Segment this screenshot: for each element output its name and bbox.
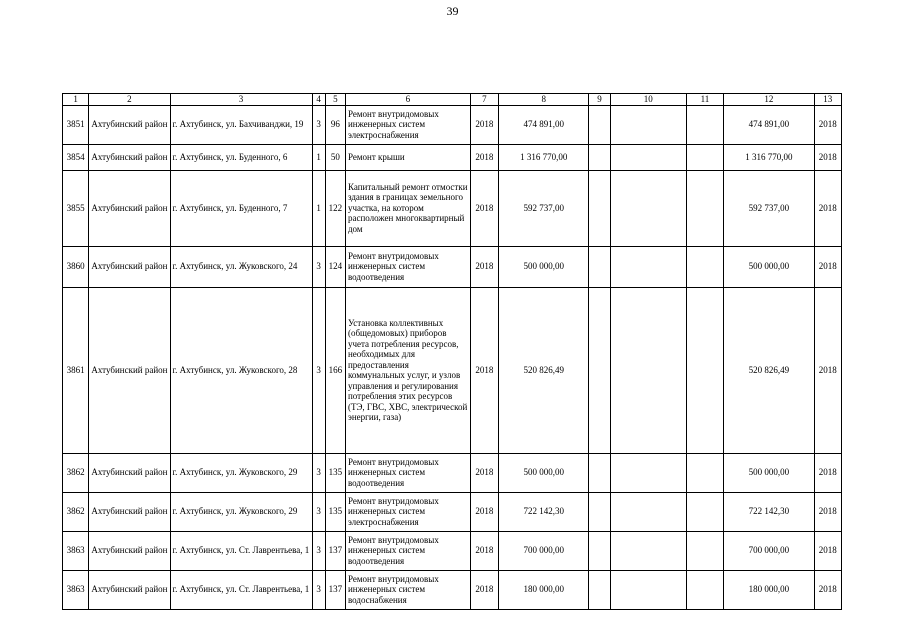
table-row xyxy=(63,105,842,144)
cell-amount: 500 000,00 xyxy=(499,246,589,287)
cell-amount: 592 737,00 xyxy=(499,170,589,246)
cell-district: Ахтубинский район xyxy=(89,246,170,287)
cell-col5: 137 xyxy=(325,531,345,570)
repair-registry-table xyxy=(62,93,842,610)
cell-year-end: 2018 xyxy=(814,105,842,144)
cell-total: 500 000,00 xyxy=(724,246,814,287)
cell-year-end: 2018 xyxy=(814,492,842,531)
cell-col11 xyxy=(686,246,724,287)
cell-col10 xyxy=(610,492,686,531)
cell-col9 xyxy=(589,570,610,609)
cell-col11 xyxy=(686,453,724,492)
cell-year-end: 2018 xyxy=(814,144,842,170)
cell-district: Ахтубинский район xyxy=(89,570,170,609)
cell-col11 xyxy=(686,105,724,144)
cell-address: г. Ахтубинск, ул. Бахчиванджи, 19 xyxy=(170,105,312,144)
cell-address: г. Ахтубинск, ул. Жуковского, 29 xyxy=(170,453,312,492)
cell-col10 xyxy=(610,246,686,287)
cell-col9 xyxy=(589,492,610,531)
cell-col4: 1 xyxy=(312,144,325,170)
cell-work-type: Капитальный ремонт отмостки здания в границах земельного участка, на котором расположен многоквартирный дом xyxy=(345,170,470,246)
cell-col9 xyxy=(589,287,610,453)
page-number: 39 xyxy=(446,4,459,18)
cell-col9 xyxy=(589,453,610,492)
cell-col9 xyxy=(589,105,610,144)
cell-col5: 135 xyxy=(325,492,345,531)
cell-number: 3862 xyxy=(63,453,89,492)
cell-year: 2018 xyxy=(470,170,498,246)
cell-year-end: 2018 xyxy=(814,170,842,246)
cell-work-type: Ремонт внутридомовых инженерных систем водоотведения xyxy=(345,531,470,570)
cell-year-end: 2018 xyxy=(814,246,842,287)
table-row xyxy=(63,492,842,531)
cell-number: 3863 xyxy=(63,531,89,570)
cell-col5: 122 xyxy=(325,170,345,246)
col-header-11: 11 xyxy=(686,94,724,106)
cell-work-type: Ремонт внутридомовых инженерных систем водоотведения xyxy=(345,453,470,492)
cell-col5: 96 xyxy=(325,105,345,144)
cell-amount: 722 142,30 xyxy=(499,492,589,531)
cell-col11 xyxy=(686,170,724,246)
cell-year: 2018 xyxy=(470,570,498,609)
cell-col5: 135 xyxy=(325,453,345,492)
cell-work-type: Ремонт внутридомовых инженерных систем водоснабжения xyxy=(345,570,470,609)
cell-col9 xyxy=(589,531,610,570)
cell-year: 2018 xyxy=(470,144,498,170)
cell-district: Ахтубинский район xyxy=(89,453,170,492)
cell-col4: 3 xyxy=(312,531,325,570)
cell-col9 xyxy=(589,246,610,287)
cell-total: 520 826,49 xyxy=(724,287,814,453)
cell-district: Ахтубинский район xyxy=(89,144,170,170)
col-header-12: 12 xyxy=(724,94,814,106)
table-row xyxy=(63,170,842,246)
col-header-1: 1 xyxy=(63,94,89,106)
cell-amount: 474 891,00 xyxy=(499,105,589,144)
cell-number: 3854 xyxy=(63,144,89,170)
cell-amount: 1 316 770,00 xyxy=(499,144,589,170)
cell-col5: 137 xyxy=(325,570,345,609)
col-header-10: 10 xyxy=(610,94,686,106)
cell-col10 xyxy=(610,105,686,144)
cell-address: г. Ахтубинск, ул. Ст. Лаврентьева, 1 xyxy=(170,531,312,570)
cell-col11 xyxy=(686,287,724,453)
cell-col4: 3 xyxy=(312,570,325,609)
cell-col9 xyxy=(589,170,610,246)
cell-col5: 166 xyxy=(325,287,345,453)
cell-number: 3861 xyxy=(63,287,89,453)
cell-address: г. Ахтубинск, ул. Жуковского, 28 xyxy=(170,287,312,453)
cell-number: 3851 xyxy=(63,105,89,144)
cell-col10 xyxy=(610,531,686,570)
cell-amount: 700 000,00 xyxy=(499,531,589,570)
col-header-5: 5 xyxy=(325,94,345,106)
col-header-6: 6 xyxy=(345,94,470,106)
cell-address: г. Ахтубинск, ул. Буденного, 7 xyxy=(170,170,312,246)
cell-col11 xyxy=(686,492,724,531)
table-row xyxy=(63,570,842,609)
cell-total: 1 316 770,00 xyxy=(724,144,814,170)
cell-total: 592 737,00 xyxy=(724,170,814,246)
cell-col11 xyxy=(686,570,724,609)
col-header-7: 7 xyxy=(470,94,498,106)
cell-total: 500 000,00 xyxy=(724,453,814,492)
cell-district: Ахтубинский район xyxy=(89,105,170,144)
table-row xyxy=(63,287,842,453)
cell-col5: 124 xyxy=(325,246,345,287)
cell-year-end: 2018 xyxy=(814,453,842,492)
cell-district: Ахтубинский район xyxy=(89,170,170,246)
cell-col4: 3 xyxy=(312,287,325,453)
cell-year: 2018 xyxy=(470,287,498,453)
cell-year: 2018 xyxy=(470,105,498,144)
cell-col9 xyxy=(589,144,610,170)
table-row xyxy=(63,531,842,570)
cell-amount: 500 000,00 xyxy=(499,453,589,492)
cell-number: 3855 xyxy=(63,170,89,246)
col-header-13: 13 xyxy=(814,94,842,106)
cell-work-type: Ремонт внутридомовых инженерных систем электроснабжения xyxy=(345,492,470,531)
col-header-8: 8 xyxy=(499,94,589,106)
cell-col11 xyxy=(686,531,724,570)
cell-number: 3863 xyxy=(63,570,89,609)
cell-work-type: Установка коллективных (общедомовых) приборов учета потребления ресурсов, необходимых для предоставления коммунальных услуг, и узлов управления и регулирования потребления этих ресурсов (ТЭ, ГВС, ХВС, электрической энергии, газа) xyxy=(345,287,470,453)
cell-total: 722 142,30 xyxy=(724,492,814,531)
cell-address: г. Ахтубинск, ул. Жуковского, 24 xyxy=(170,246,312,287)
cell-col4: 3 xyxy=(312,105,325,144)
table-row xyxy=(63,246,842,287)
cell-work-type: Ремонт крыши xyxy=(345,144,470,170)
cell-total: 700 000,00 xyxy=(724,531,814,570)
cell-col10 xyxy=(610,570,686,609)
cell-total: 474 891,00 xyxy=(724,105,814,144)
cell-col4: 1 xyxy=(312,170,325,246)
cell-district: Ахтубинский район xyxy=(89,492,170,531)
cell-col10 xyxy=(610,453,686,492)
cell-col10 xyxy=(610,287,686,453)
table-row xyxy=(63,453,842,492)
cell-amount: 520 826,49 xyxy=(499,287,589,453)
col-header-2: 2 xyxy=(89,94,170,106)
table-row xyxy=(63,144,842,170)
cell-district: Ахтубинский район xyxy=(89,531,170,570)
cell-col4: 3 xyxy=(312,492,325,531)
cell-total: 180 000,00 xyxy=(724,570,814,609)
col-header-9: 9 xyxy=(589,94,610,106)
header-row xyxy=(63,94,842,106)
cell-col4: 3 xyxy=(312,246,325,287)
col-header-3: 3 xyxy=(170,94,312,106)
cell-amount: 180 000,00 xyxy=(499,570,589,609)
cell-year-end: 2018 xyxy=(814,531,842,570)
col-header-4: 4 xyxy=(312,94,325,106)
cell-number: 3860 xyxy=(63,246,89,287)
cell-col10 xyxy=(610,144,686,170)
cell-address: г. Ахтубинск, ул. Жуковского, 29 xyxy=(170,492,312,531)
cell-district: Ахтубинский район xyxy=(89,287,170,453)
cell-work-type: Ремонт внутридомовых инженерных систем водоотведения xyxy=(345,246,470,287)
cell-year: 2018 xyxy=(470,531,498,570)
cell-year: 2018 xyxy=(470,453,498,492)
cell-year-end: 2018 xyxy=(814,570,842,609)
cell-year: 2018 xyxy=(470,246,498,287)
cell-year: 2018 xyxy=(470,492,498,531)
cell-year-end: 2018 xyxy=(814,287,842,453)
cell-col5: 50 xyxy=(325,144,345,170)
cell-col10 xyxy=(610,170,686,246)
cell-work-type: Ремонт внутридомовых инженерных систем электроснабжения xyxy=(345,105,470,144)
cell-number: 3862 xyxy=(63,492,89,531)
cell-address: г. Ахтубинск, ул. Буденного, 6 xyxy=(170,144,312,170)
cell-address: г. Ахтубинск, ул. Ст. Лаврентьева, 1 xyxy=(170,570,312,609)
cell-col11 xyxy=(686,144,724,170)
cell-col4: 3 xyxy=(312,453,325,492)
